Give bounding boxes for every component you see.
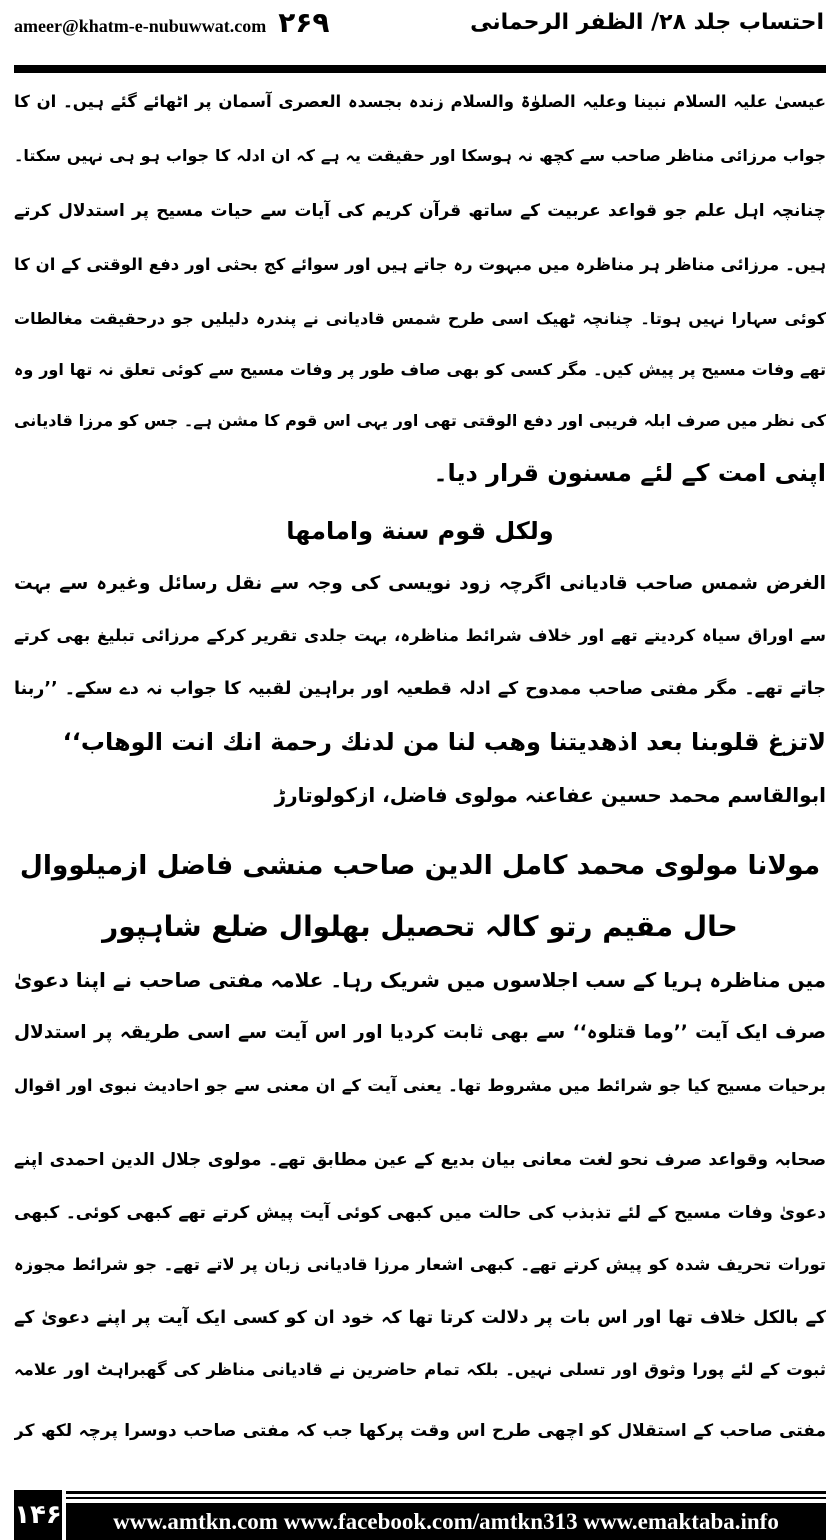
text-line: عیسیٰ علیہ السلام نبینا وعلیہ الصلوٰۃ والسلام زندہ بجسدہ العصری آسمان پر اٹھائے گئے ہیں۔ ان کا (14, 92, 826, 111)
text-line: دعویٰ وفات مسیح کے لئے تذبذب کی حالت میں کبھی کوئی آیت پیش کرتے تھے کبھی کوئی۔ کبھی (14, 1203, 826, 1223)
footer-rule (66, 1497, 826, 1499)
footer-rule (66, 1491, 826, 1494)
text-line: تھے وفات مسیح پر پیش کیں۔ مگر کسی کو بھی صاف طور پر وفات مسیح سے کوئی تعلق نہ تھا اور وہ (14, 360, 826, 379)
text-line: سے اوراق سیاہ کردیتے تھے اور خلاف شرائط مناظرہ، بہت جلدی تقریر کرکے مرزائی تبلیغ بھی کرتے (14, 626, 826, 645)
section-subheading: حال مقیم رتو کالہ تحصیل بھلوال ضلع شاہپور (102, 910, 738, 943)
header-page-number: ۲۶۹ (278, 6, 330, 39)
text-line: اپنی امت کے لئے مسنون قرار دیا۔ (433, 459, 826, 487)
footer-page-number: ۱۴۶ (14, 1490, 62, 1540)
section-heading: مولانا مولوی محمد کامل الدین صاحب منشی فاضل ازمیلووال (19, 850, 821, 881)
text-line: کی نظر میں صرف ابلہ فریبی اور دفع الوقتی تھی اور یہی اس قوم کا مشن ہے۔ جس کو مرزا قادیانی (14, 411, 826, 430)
text-line: کے بالکل خلاف تھا اور اس بات پر دلالت کرتا تھا کہ خود ان کو کسی ایک آیت پر اپنے دعویٰ کے (14, 1308, 826, 1328)
footer-links: www.amtkn.com www.facebook.com/amtkn313 www.emaktaba.info (66, 1503, 826, 1540)
text-line: تورات تحریف شدہ کو پیش کرتے تھے۔ کبھی اشعار مرزا قادیانی زبان پر لاتے تھے۔ جو شرائط مجوزہ (14, 1255, 826, 1274)
text-line: جاتے تھے۔ مگر مفتی صاحب ممدوح کے ادلہ قطعیہ اور براہین لقبیہ کا جواب نہ دے سکے۔ ’’ربنا (14, 679, 826, 699)
text-line: صحابہ وقواعد صرف نحو لغت معانی بیان بدیع کے عین مطابق تھے۔ مولوی جلال الدین احمدی اپنے (14, 1150, 826, 1170)
signature: ابوالقاسم محمد حسین عفاعنہ مولوی فاضل، ازکولوتارڑ (274, 783, 826, 807)
header-rule (14, 65, 826, 73)
text-line: چنانچہ اہل علم جو قواعد عربیت کے ساتھ قرآن کریم کی آیات سے حیات مسیح پر استدلال کرتے (14, 201, 826, 221)
text-line: ہیں۔ مرزائی مناظر ہر مناظرہ میں مبہوت رہ جاتے ہیں اور سوائے کج بحثی اور دفع الوقتی کے ان کا (14, 255, 826, 274)
header-email: ameer@khatm-e-nubuwwat.com (14, 16, 267, 36)
text-line: میں مناظرہ ہریا کے سب اجلاسوں میں شریک رہا۔ علامہ مفتی صاحب نے اپنا دعویٰ (14, 968, 826, 992)
text-line: کوئی سہارا نہیں ہوتا۔ چنانچہ ٹھیک اسی طرح شمس قادیانی نے پندرہ دلیلیں جو درحقیقت مغالطات (14, 309, 826, 328)
header-book-title: احتساب جلد ۲۸/ الظفر الرحمانی (470, 10, 824, 35)
verse-line: ولكل قوم سنة وامامها (286, 517, 554, 545)
text-line: صرف ایک آیت ’’وما قتلوہ‘‘ سے بھی ثابت کردیا اور اس آیت سے اسی طریقہ پر استدلال (14, 1022, 826, 1043)
text-line: الغرض شمس صاحب قادیانی اگرچہ زود نویسی کی وجہ سے نقل رسائل وغیرہ سے بہت (14, 573, 826, 594)
text-line: مفتی صاحب کے استقلال کو اچھی طرح اس وقت پرکھا جب کہ مفتی صاحب دوسرا پرچہ لکھ کر (14, 1421, 826, 1441)
text-line: برحیات مسیح کیا جو شرائط میں مشروط تھا۔ یعنی آیت کے ان معنی سے جو احادیث نبوی اور اقوال (14, 1076, 826, 1095)
text-line: ثبوت کے لئے پورا وثوق اور تسلی نہیں۔ بلکہ تمام حاضرین نے قادیانی مناظر کی گھبراہٹ اور علامہ (14, 1360, 826, 1379)
text-line: جواب مرزائی مناظر صاحب سے کچھ نہ ہوسکا اور حقیقت یہ ہے کہ ان ادلہ کا جواب ہو ہی نہیں سکتا۔ (14, 146, 826, 165)
text-line: لاتزغ قلوبنا بعد اذهديتنا وهب لنا من لدنك رحمة انك انت الوهاب‘‘ (62, 728, 826, 756)
